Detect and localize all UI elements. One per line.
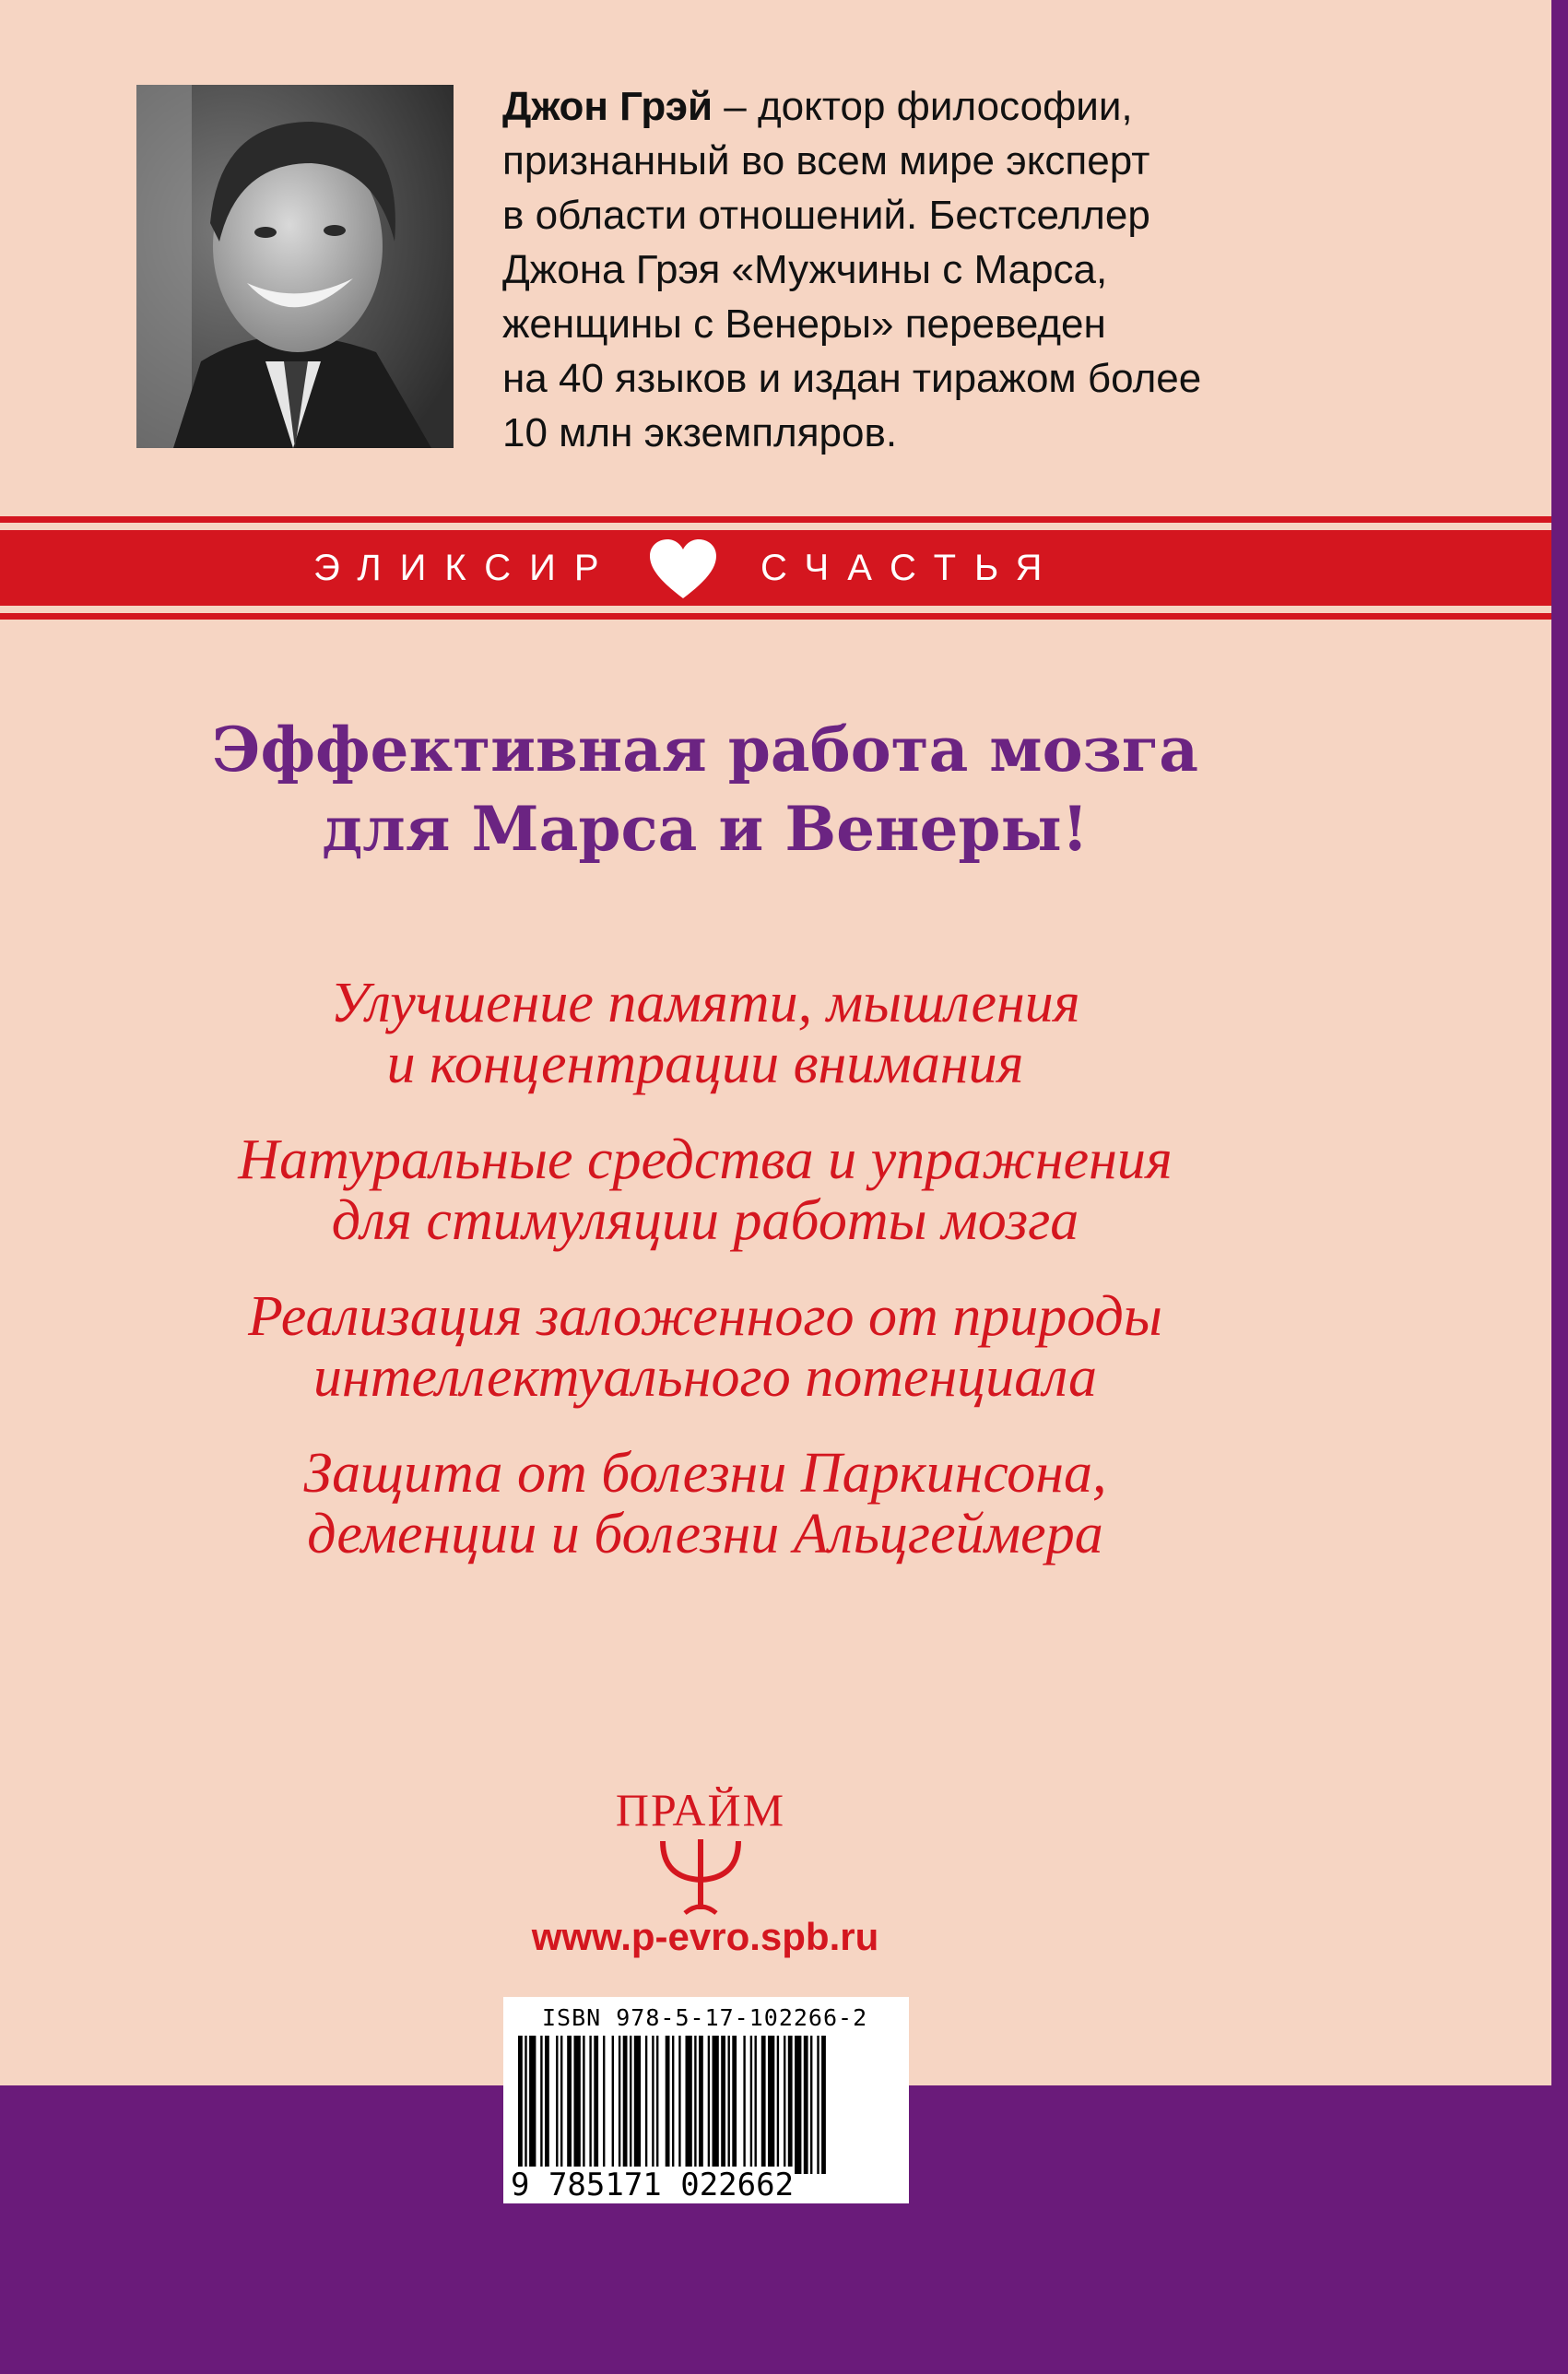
barcode-bar (686, 2036, 692, 2174)
author-bio-line: признанный во всем мире эксперт (502, 138, 1150, 183)
series-band-bottom-rule (0, 613, 1551, 620)
headline-line: Эффективная работа мозга (212, 714, 1198, 785)
author-bio-line: Джона Грэя «Мужчины с Марса, (502, 247, 1108, 292)
author-photo (136, 85, 454, 448)
headline-line: для Марса и Венеры! (322, 793, 1089, 865)
feature-line: и концентрации внимания (386, 1033, 1024, 1095)
feature-line: Защита от болезни Паркинсона, (303, 1442, 1107, 1505)
barcode-bars (518, 2036, 894, 2174)
barcode-bar (619, 2036, 620, 2174)
barcode-bar (545, 2036, 549, 2174)
barcode-bar (529, 2036, 536, 2174)
author-bio (502, 79, 1424, 460)
author-bio-line: на 40 языков и издан тиражом более (502, 356, 1202, 401)
barcode-bar (583, 2036, 584, 2174)
feature-line: интеллектуального потенциала (312, 1346, 1098, 1409)
author-bio-line (502, 79, 1424, 134)
heart-icon (648, 537, 718, 600)
barcode-bar (784, 2036, 785, 2174)
feature-line: Реализация заложенного от природы (248, 1285, 1162, 1348)
barcode-digits: 9 785171 022662 (511, 2167, 795, 2203)
barcode-bar (795, 2036, 801, 2174)
barcode-bar (788, 2036, 793, 2174)
barcode-bar (810, 2036, 812, 2174)
feature-line: деменции и болезни Альцгеймера (307, 1503, 1103, 1565)
barcode-bar (594, 2036, 598, 2174)
author-name: Джон Грэй (502, 84, 713, 129)
headline (0, 710, 1410, 868)
barcode-bar (589, 2036, 591, 2174)
barcode-bar (804, 2036, 808, 2174)
barcode-bar (634, 2036, 641, 2174)
barcode-bar (623, 2036, 628, 2174)
barcode-bar (574, 2036, 581, 2174)
barcode-bar (666, 2036, 670, 2174)
feature-item (0, 1129, 1410, 1251)
psi-icon (650, 1836, 751, 1919)
barcode-bar (518, 2036, 523, 2174)
feature-item (0, 1286, 1410, 1408)
barcode-bar (540, 2036, 542, 2174)
author-bio-line: 10 млн экземпляров. (502, 410, 898, 455)
barcode-bar (708, 2036, 710, 2174)
barcode-bar (728, 2036, 730, 2174)
barcode-bar (603, 2036, 605, 2174)
author-bio-line: в области отношений. Бестселлер (502, 193, 1150, 238)
barcode-bar (645, 2036, 647, 2174)
barcode-bar (656, 2036, 658, 2174)
right-edge-strip (1551, 0, 1568, 2374)
barcode-bar (768, 2036, 774, 2174)
feature-line: для стимуляции работы мозга (331, 1189, 1079, 1252)
barcode-bar (612, 2036, 614, 2174)
barcode-bar (743, 2036, 745, 2174)
feature-line: Улучшение памяти, мышления (330, 972, 1080, 1034)
barcode-bar (560, 2036, 562, 2174)
feature-item (0, 1443, 1410, 1565)
barcode-bar (678, 2036, 680, 2174)
author-bio-text: – доктор философии, (713, 84, 1133, 129)
barcode-bar (694, 2036, 696, 2174)
barcode-bar (777, 2036, 779, 2174)
barcode (503, 1997, 909, 2203)
barcode-bar (713, 2036, 719, 2174)
isbn-label: ISBN 978-5-17-102266-2 (542, 2004, 868, 2031)
barcode-bar (525, 2036, 526, 2174)
barcode-bar (630, 2036, 631, 2174)
barcode-bar (672, 2036, 674, 2174)
barcode-bar (699, 2036, 703, 2174)
feature-item (0, 973, 1410, 1094)
publisher-logo (590, 1784, 811, 1922)
barcode-bar (732, 2036, 737, 2174)
feature-list (0, 973, 1410, 1600)
publisher-logo-text: ПРАЙМ (615, 1784, 786, 1836)
author-bio-line: женщины с Венеры» переведен (502, 301, 1106, 347)
series-band (0, 530, 1551, 606)
barcode-bar (652, 2036, 654, 2174)
series-band-top-rule (0, 516, 1551, 523)
barcode-bar (817, 2036, 819, 2174)
barcode-bar (821, 2036, 826, 2174)
barcode-bar (750, 2036, 752, 2174)
barcode-bar (567, 2036, 572, 2174)
barcode-bar (755, 2036, 757, 2174)
series-word-left: ЭЛИКСИР (313, 548, 618, 588)
barcode-bar (721, 2036, 725, 2174)
feature-line: Натуральные средства и упражнения (238, 1128, 1173, 1191)
barcode-bar (556, 2036, 558, 2174)
publisher-url[interactable]: www.p-evro.spb.ru (531, 1915, 879, 1958)
barcode-bar (761, 2036, 766, 2174)
series-word-right: СЧАСТЬЯ (760, 548, 1061, 588)
